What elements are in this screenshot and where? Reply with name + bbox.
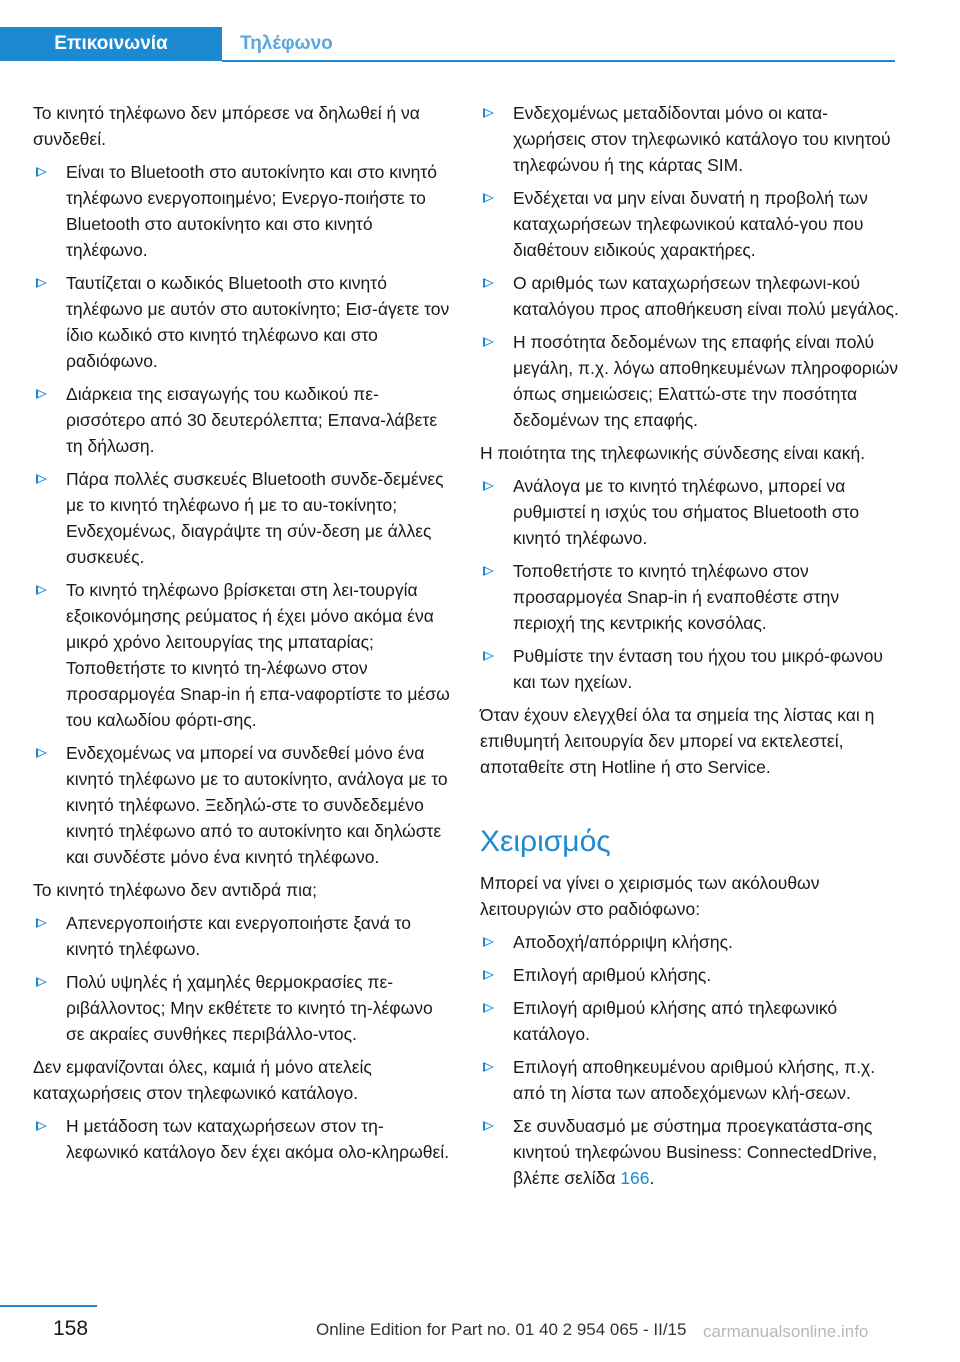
list-item-text-end: . (649, 1168, 655, 1188)
bullet-triangle-icon (36, 918, 47, 928)
list-item-text: Η μετάδοση των καταχωρήσεων στον τη‐λεφωνικό κατάλογο δεν έχει ακόμα ολο‐κληρωθεί. (66, 1116, 450, 1162)
list-item-text: Τοποθετήστε το κινητό τηλέφωνο στον προσαρμογέα Snap-in ή εναποθέστε στην περιοχή της κεντρικής κονσόλας. (513, 561, 840, 633)
list-item (33, 1113, 453, 1165)
paragraph: Όταν έχουν ελεγχθεί όλα τα σημεία της λίστας και η επιθυμητή λειτουργία δεν μπορεί να εκτελεστεί, αποταθείτε στη Hotline ή στο Service. (480, 705, 875, 777)
list-item-text: Ταυτίζεται ο κωδικός Bluetooth στο κινητό τηλέφωνο με αυτόν στο αυτοκίνητο; Εισ‐άγετε τον ίδιο κωδικό στο κινητό τηλέφωνο και στο ραδιόφωνο. (66, 273, 450, 371)
list-item-text: Ρυθμίστε την ένταση του ήχου του μικρό‐φωνου και των ηχείων. (513, 646, 883, 692)
bullet-triangle-icon (36, 474, 47, 484)
list-item (480, 962, 900, 988)
section-heading: Χειρισμός (480, 825, 611, 858)
bullet-triangle-icon (483, 1003, 494, 1013)
list-item (33, 381, 453, 459)
bullet-triangle-icon (483, 651, 494, 661)
bullet-triangle-icon (483, 937, 494, 947)
bullet-triangle-icon (483, 278, 494, 288)
list-item (33, 740, 453, 870)
list-item-text: Ενδεχομένως μεταδίδονται μόνο οι κατα‐χωρήσεις στον τηλεφωνικό κατάλογο του κινητού τηλεφώνου ή της κάρτας SIM. (513, 103, 891, 175)
paragraph: Η ποιότητα της τηλεφωνικής σύνδεσης είναι κακή. (480, 443, 866, 463)
list-item-text: Η ποσότητα δεδομένων της επαφής είναι πολύ μεγάλη, π.χ. λόγω αποθηκευμένων πληροφοριών όπως σημειώσεις; Ελαττώ‐στε την ποσότητα δεδομένων της επαφής. (513, 332, 899, 430)
bullet-triangle-icon (483, 108, 494, 118)
list-item (480, 1113, 900, 1191)
paragraph: Το κινητό τηλέφωνο δεν μπόρεσε να δηλωθεί ή να συνδεθεί. (33, 103, 420, 149)
paragraph: Μπορεί να γίνει ο χειρισμός των ακόλουθων λειτουργιών στο ραδιόφωνο: (480, 873, 820, 919)
bullet-triangle-icon (36, 1121, 47, 1131)
list-item (480, 270, 900, 322)
list-item-text: Σε συνδυασμό με σύστημα προεγκατάστα‐σης κινητού τηλεφώνου Business: ConnectedDrive, βλέπε σελίδα (513, 1116, 878, 1188)
bullet-triangle-icon (36, 278, 47, 288)
list-item-text: Είναι το Bluetooth στο αυτοκίνητο και στο κινητό τηλέφωνο ενεργοποιημένο; Ενεργο‐ποιήστε το Bluetooth στο αυτοκίνητο και στο κινητό τηλέφωνο. (66, 162, 438, 260)
list-item (33, 466, 453, 570)
edition-text: Online Edition for Part no. 01 40 2 954 065 - II/15 (316, 1320, 687, 1339)
list-item (480, 100, 900, 178)
left-column (33, 100, 453, 1172)
list-item-text: Απενεργοποιήστε και ενεργοποιήστε ξανά το κινητό τηλέφωνο. (66, 913, 411, 959)
footer-rule (0, 1305, 97, 1307)
list-item (480, 995, 900, 1047)
list-item-text: Πάρα πολλές συσκευές Bluetooth συνδε‐δεμένες με το κινητό τηλέφωνο ή με το αυ‐τοκίνητο; Ενδεχομένως, διαγράψτε τη σύν‐δεση με άλλες συσκευές. (66, 469, 444, 567)
bullet-triangle-icon (483, 193, 494, 203)
bullet-triangle-icon (483, 1062, 494, 1072)
list-item (480, 185, 900, 263)
list-item (33, 969, 453, 1047)
list-item (480, 473, 900, 551)
bullet-triangle-icon (483, 970, 494, 980)
right-column (480, 100, 900, 1198)
list-item-text: Πολύ υψηλές ή χαμηλές θερμοκρασίες πε‐ριβάλλοντος; Μην εκθέτετε το κινητό τη‐λέφωνο σε ακραίες συνθήκες περιβάλλο‐ντος. (66, 972, 433, 1044)
bullet-triangle-icon (483, 1121, 494, 1131)
bullet-triangle-icon (483, 566, 494, 576)
page-link[interactable]: 166 (620, 1168, 650, 1188)
page-header (0, 27, 895, 61)
list-item-text: Διάρκεια της εισαγωγής του κωδικού πε‐ρισσότερο από 30 δευτερόλεπτα; Επανα‐λάβετε τη δήλωση. (66, 384, 438, 456)
section-tab: Επικοινωνία (0, 27, 222, 61)
bullet-triangle-icon (36, 167, 47, 177)
watermark-text: carmanualsonline.info (703, 1322, 869, 1341)
list-item-text: Ανάλογα με το κινητό τηλέφωνο, μπορεί να ρυθμιστεί η ισχύς του σήματος Bluetooth στο κινητό τηλέφωνο. (513, 476, 860, 548)
list-item (33, 577, 453, 733)
list-item-text: Αποδοχή/απόρριψη κλήσης. (513, 932, 733, 952)
header-rule (222, 60, 895, 62)
bullet-triangle-icon (483, 337, 494, 347)
list-item-text: Επιλογή αριθμού κλήσης από τηλεφωνικό κατάλογο. (513, 998, 838, 1044)
list-item-text: Επιλογή αποθηκευμένου αριθμού κλήσης, π.χ. από τη λίστα των αποδεχόμενων κλή‐σεων. (513, 1057, 876, 1103)
bullet-triangle-icon (36, 748, 47, 758)
subsection-tab: Τηλέφωνο (240, 33, 333, 54)
list-item-text: Ενδέχεται να μην είναι δυνατή η προβολή των καταχωρήσεων τηλεφωνικού καταλό‐γου που διαθέτουν ειδικούς χαρακτήρες. (513, 188, 868, 260)
list-item (480, 929, 900, 955)
list-item (480, 1054, 900, 1106)
paragraph: Το κινητό τηλέφωνο δεν αντιδρά πια; (33, 880, 317, 900)
list-item (480, 329, 900, 433)
list-item (33, 910, 453, 962)
list-item-text: Επιλογή αριθμού κλήσης. (513, 965, 712, 985)
list-item-text: Ενδεχομένως να μπορεί να συνδεθεί μόνο ένα κινητό τηλέφωνο με το αυτοκίνητο, ανάλογα με το κινητό τηλέφωνο. Ξεδηλώ‐στε το συνδεδεμένο κινητό τηλέφωνο από το αυτοκίνητο και δηλώστε και συνδέστε μόνο ένα κινητό τηλέφωνο. (66, 743, 448, 867)
bullet-triangle-icon (36, 977, 47, 987)
bullet-triangle-icon (36, 585, 47, 595)
bullet-triangle-icon (483, 481, 494, 491)
list-item-text: Το κινητό τηλέφωνο βρίσκεται στη λει‐τουργία εξοικονόμησης ρεύματος ή έχει μόνο ακόμα ένα μικρό χρόνο λειτουργίας της μπαταρίας; Τοποθετήστε το κινητό τη‐λέφωνο στον προσαρμογέα Snap-in ή επα‐ναφορτίστε το μέσω του καλωδίου φόρτι‐σης. (66, 580, 450, 730)
list-item (33, 270, 453, 374)
paragraph: Δεν εμφανίζονται όλες, καμιά ή μόνο ατελείς καταχωρήσεις στον τηλεφωνικό κατάλογο. (33, 1057, 372, 1103)
list-item (33, 159, 453, 263)
page-number: 158 (53, 1317, 89, 1340)
bullet-triangle-icon (36, 389, 47, 399)
list-item (480, 558, 900, 636)
list-item-text: Ο αριθμός των καταχωρήσεων τηλεφωνι‐κού καταλόγου προς αποθήκευση είναι πολύ μεγάλος. (513, 273, 899, 319)
list-item (480, 643, 900, 695)
